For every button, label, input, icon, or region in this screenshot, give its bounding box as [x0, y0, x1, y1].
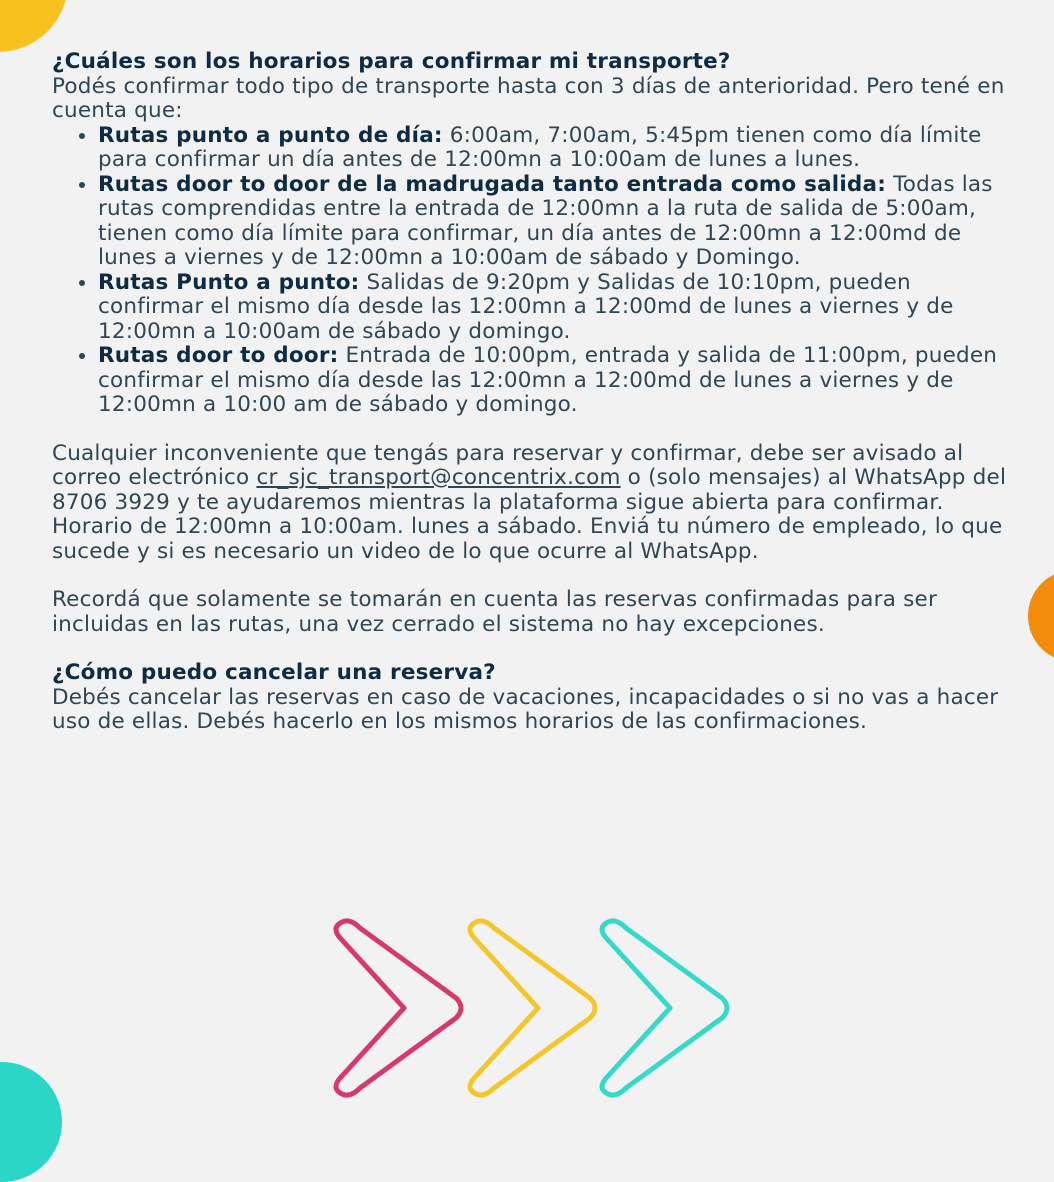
cancel-paragraph: Debés cancelar las reservas en caso de vacaciones, incapacidades o si no vas a hacer uso de ellas. Debés hacerlo en los mismos horarios de las confirmaciones.	[52, 684, 999, 734]
route-list	[52, 124, 1012, 418]
route-description: Entrada de 10:00pm, entrada y salida de 11:00pm, pueden confirmar el mismo día desde las 12:00mn a 12:00md de lunes a viernes y de 12:00mn a 10:00 am de sábado y domingo.	[98, 343, 998, 417]
chevron-arrow-icon	[336, 921, 461, 1095]
route-description: Todas las rutas comprendidas entre la entrada de 12:00mn a la ruta de salida de 5:00am, tienen como día límite para confirmar, un día antes de 12:00mn a 12:00md de lunes a viernes y de 12:00mn a 10:00am de sábado y Domingo.	[98, 171, 993, 270]
route-title: Rutas door to door:	[98, 343, 339, 368]
chevron-arrow-icon	[470, 921, 595, 1095]
cancel-heading: ¿Cómo puedo cancelar una reserva?	[52, 660, 496, 685]
list-item	[98, 124, 1012, 173]
list-item	[98, 271, 1012, 345]
contact-paragraph	[52, 442, 1012, 565]
route-title: Rutas Punto a punto:	[98, 269, 360, 295]
contact-text-after: o (solo mensajes) al WhatsApp del 8706 3929 y te ayudaremos mientras la plataforma sigue abierta para confirmar. Horario de 12:00mn a 10:00am. lunes a sábado. Enviá tu número de empleado, lo que sucede y si es necesario un video de lo que ocurre al WhatsApp.	[52, 465, 1007, 564]
list-item	[98, 344, 1012, 418]
list-item	[98, 173, 1012, 271]
schedule-heading: ¿Cuáles son los horarios para confirmar mi transporte?	[52, 49, 731, 74]
decorative-circle-orange	[1028, 570, 1054, 662]
email-link[interactable]: cr_sjc_transport@concentrix.com	[256, 465, 621, 490]
schedule-intro: Podés confirmar todo tipo de transporte hasta con 3 días de anterioridad. Pero tené en cuenta que:	[52, 73, 1005, 123]
spacer	[52, 418, 1012, 442]
route-title: Rutas punto a punto de día:	[98, 122, 443, 148]
chevron-arrows-graphic	[320, 918, 740, 1098]
contact-text-before: Cualquier inconveniente que tengás para reservar y confirmar, debe ser avisado al correo electrónico	[52, 440, 964, 490]
chevron-arrow-icon	[602, 921, 727, 1095]
route-title: Rutas door to door de la madrugada tanto entrada como salida:	[98, 171, 887, 197]
decorative-circle-teal	[0, 1062, 62, 1182]
reminder-paragraph: Recordá que solamente se tomarán en cuenta las reservas confirmadas para ser incluidas en las rutas, una vez cerrado el sistema no hay excepciones.	[52, 587, 937, 637]
route-description: Salidas de 9:20pm y Salidas de 10:10pm, pueden confirmar el mismo día desde las 12:00mn a 12:00md de lunes a viernes y de 12:00mn a 10:00am de sábado y domingo.	[98, 269, 954, 344]
decorative-circle-yellow	[0, 0, 68, 52]
spacer	[52, 637, 1012, 661]
spacer	[52, 564, 1012, 588]
faq-content	[52, 50, 1012, 735]
route-description: 6:00am, 7:00am, 5:45pm tienen como día límite para confirmar un día antes de 12:00mn a 10:00am de lunes a lunes.	[98, 122, 982, 172]
